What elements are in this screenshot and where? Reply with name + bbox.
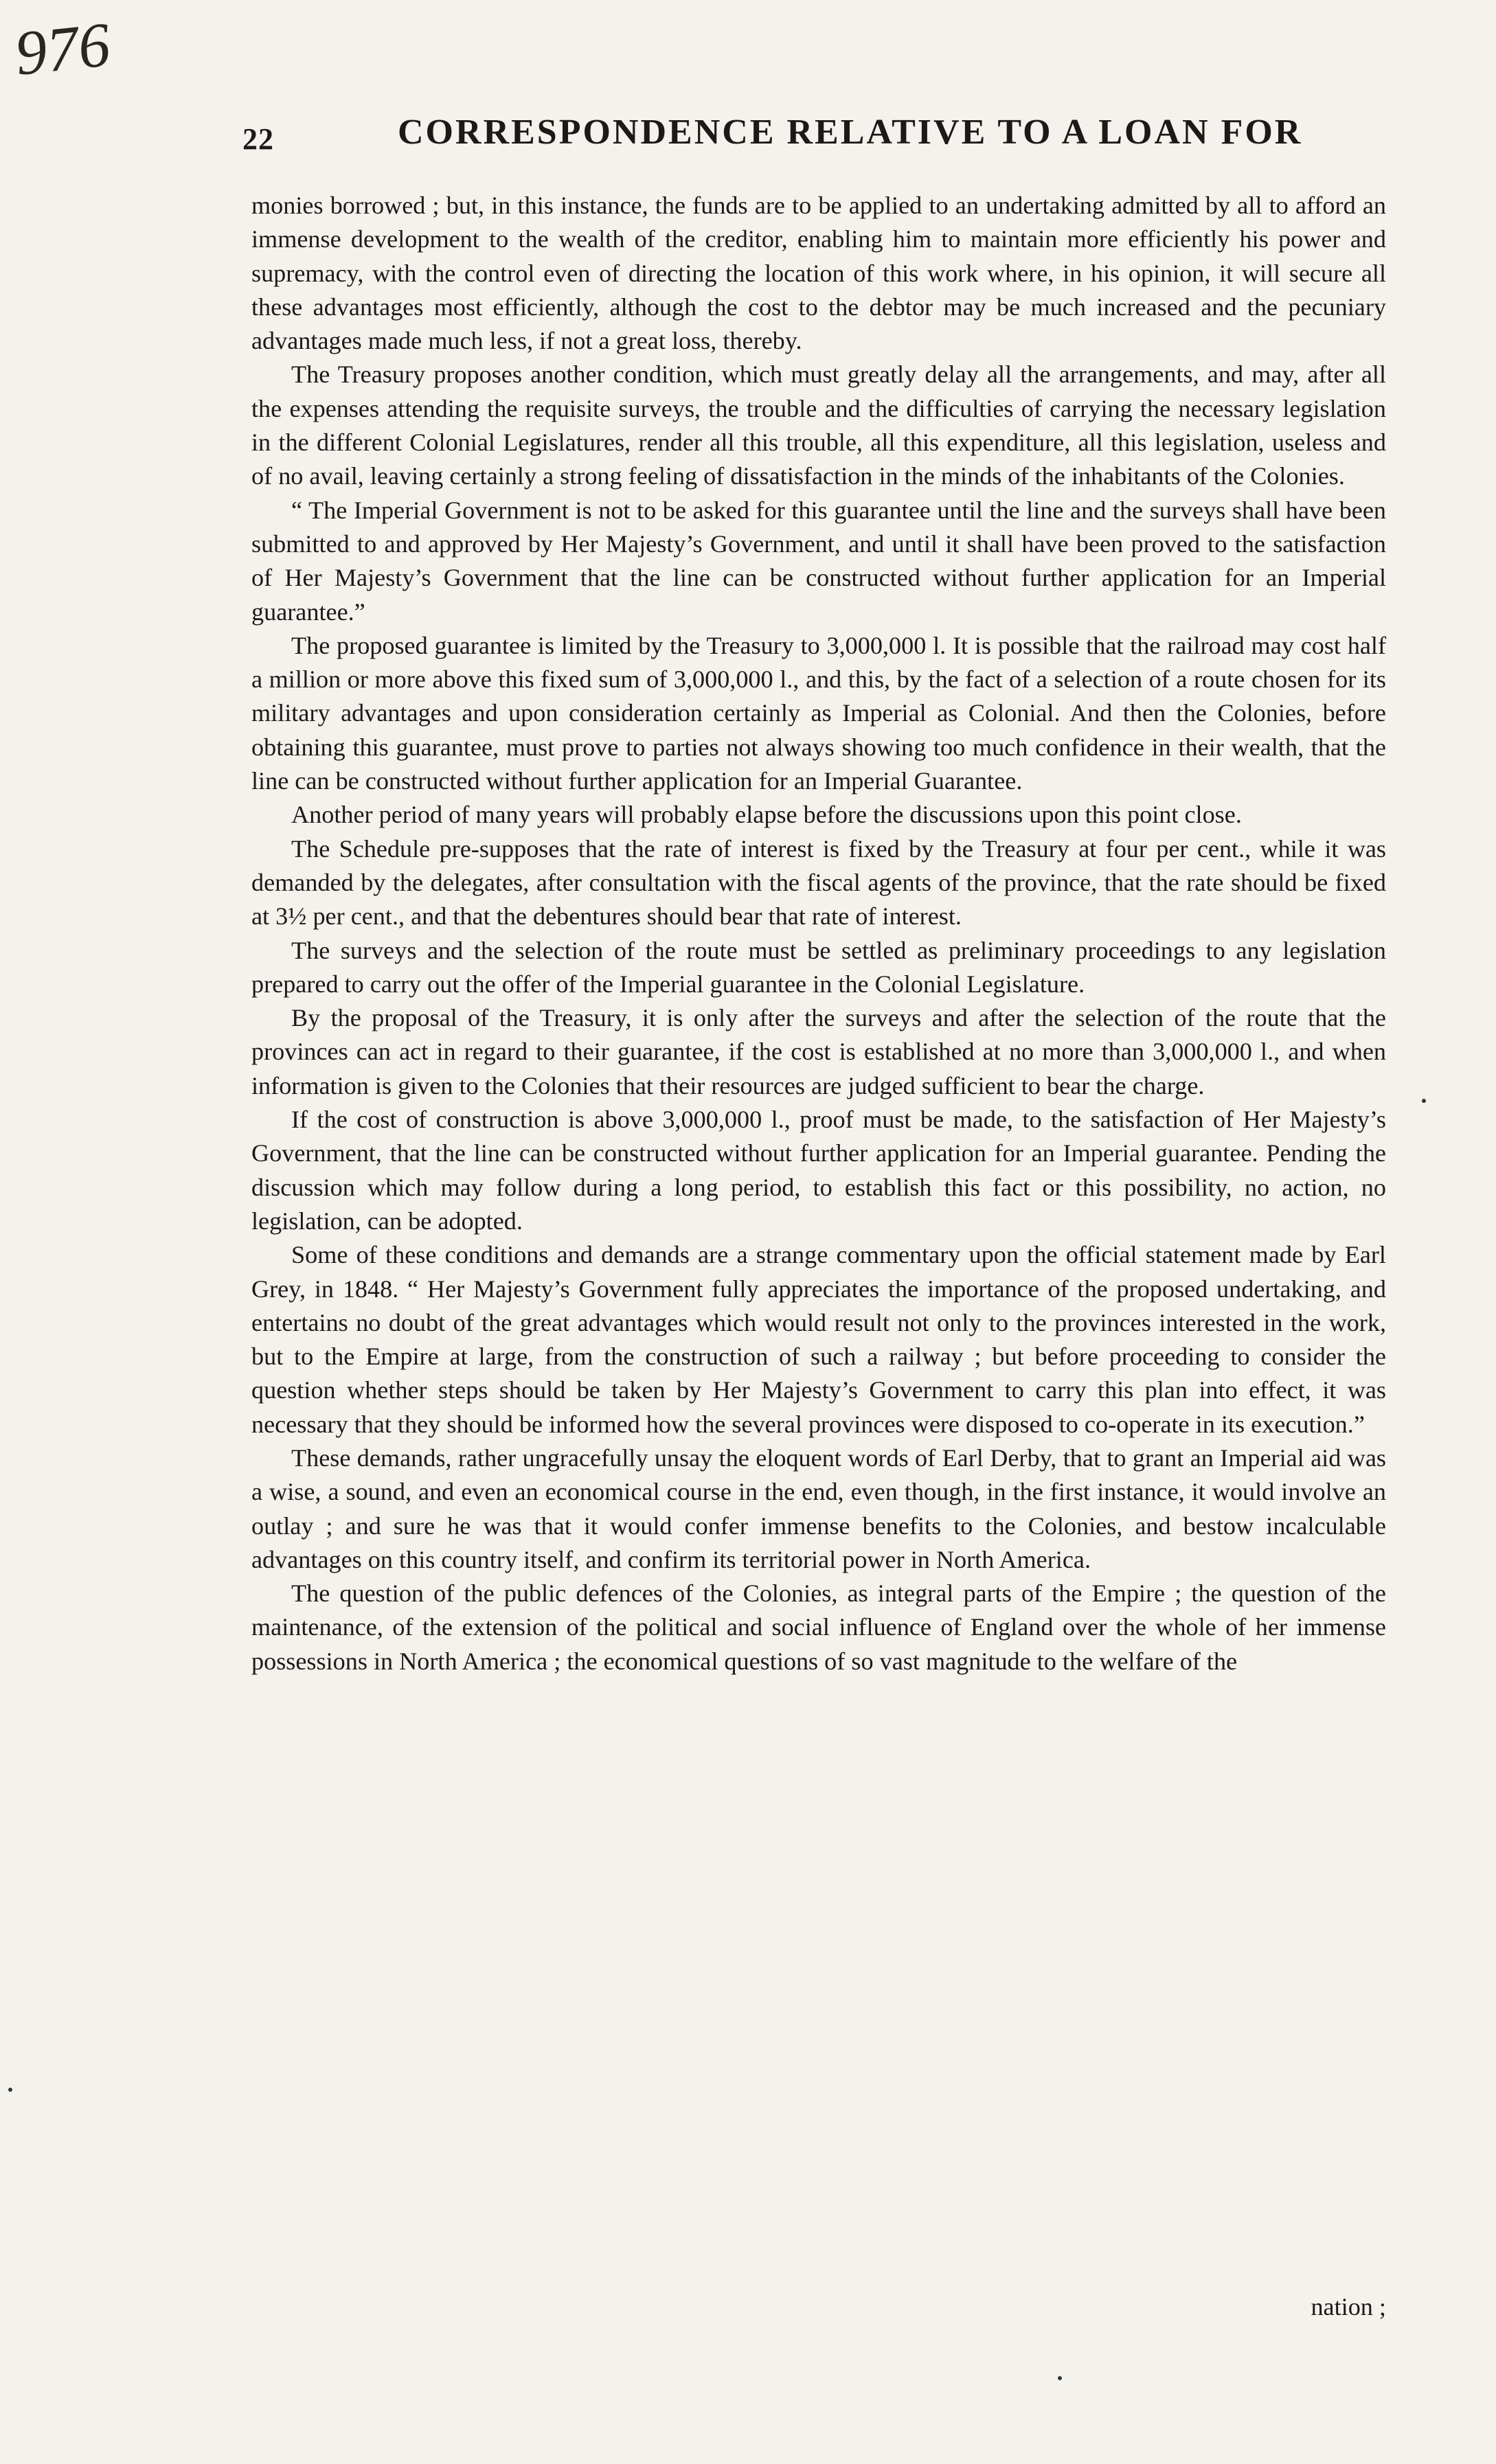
paragraph: monies borrowed ; but, in this instance, the funds are to be applied to an undertaking admitted by all to afford an immense development to the wealth of the creditor, enabling him to maintain more efficiently his power and supremacy, with the control even of directing the location of this work where, in his opinion, it will secure all these advantages most efficiently, although the cost to the debtor may be much increased and the pecuniary advantages made much less, if not a great loss, thereby. (251, 192, 1386, 355)
ink-speck (8, 2088, 12, 2092)
ink-speck (1058, 2376, 1062, 2380)
running-header (242, 112, 1390, 160)
paragraph: The surveys and the selection of the route must be settled as preliminary proceedings to any legislation prepared to carry out the offer of the Imperial guarantee in the Colonial Legislature. (251, 936, 1386, 998)
paragraph: If the cost of construction is above 3,000,000 l., proof must be made, to the satisfaction of Her Majesty’s Government, that the line can be constructed without further application for an Imperial guarantee. Pending the discussion which may follow during a long period, to establish this fact or this possibility, no action, no legislation, can be adopted. (251, 1106, 1386, 1235)
paragraph: Another period of many years will probably elapse before the discussions upon this point close. (291, 801, 1242, 829)
paragraph: By the proposal of the Treasury, it is only after the surveys and after the selection of the route that the provinces can act in regard to their guarantee, if the cost is established at no more than 3,000,000 l., and when information is given to the Colonies that their resources are judged sufficient to bear the charge. (251, 1004, 1386, 1099)
paragraph: The question of the public defences of the Colonies, as integral parts of the Empire ; the question of the maintenance, of the extension of the political and social influence of England over the whole of her immense possessions in North America ; the economical questions of so vast magnitude to the welfare of the (251, 1579, 1386, 1675)
catchword: nation ; (1311, 2293, 1386, 2320)
paragraph: These demands, rather ungracefully unsay the eloquent words of Earl Derby, that to grant an Imperial aid was a wise, a sound, and even an economical course in the end, even though, in the first instance, it would involve an outlay ; and sure he was that it would confer immense benefits to the Colonies, and bestow incalculable advantages on this country itself, and confirm its territorial power in North America. (251, 1444, 1386, 1573)
paragraph: Some of these conditions and demands are a strange commentary upon the official statement made by Earl Grey, in 1848. “ Her Majesty’s Government fully appreciates the importance of the proposed undertaking, and entertains no doubt of the great advantages which would result not only to the provinces interested in the work, but to the Empire at large, from the construction of such a railway ; but before proceeding to consider the question whether steps should be taken by Her Majesty’s Government to carry this plan into effect, it was necessary that they should be informed how the several provinces were disposed to co-operate in its execution.” (251, 1241, 1386, 1438)
body-text (251, 189, 1386, 1678)
page-number: 22 (242, 122, 274, 156)
paragraph: The Schedule pre-supposes that the rate of interest is fixed by the Treasury at four per cent., while it was demanded by the delegates, after consultation with the fiscal agents of the province, that the rate should be fixed at 3½ per cent., and that the debentures should bear that rate of interest. (251, 834, 1386, 931)
paragraph: The proposed guarantee is limited by the Treasury to 3,000,000 l. It is possible that the railroad may cost half a million or more above this fixed sum of 3,000,000 l., and this, by the fact of a selection of a route chosen for its military advantages and upon consideration certainly as Imperial as Colonial. And then the Colonies, before obtaining this guarantee, must prove to parties not always showing too much confidence in their wealth, that the line can be constructed without further application for an Imperial Guarantee. (251, 631, 1386, 795)
paragraph: The Treasury proposes another condition, which must greatly delay all the arrangements, and may, after all the expenses attending the requisite surveys, the trouble and the difficulties of carrying the necessary legislation in the different Colonial Legislatures, render all this trouble, all this expenditure, all this legislation, useless and of no avail, leaving certainly a strong feeling of dissatisfaction in the minds of the inhabitants of the Colonies. (251, 361, 1386, 490)
running-title: CORRESPONDENCE RELATIVE TO A LOAN FOR (398, 113, 1303, 152)
paragraph: “ The Imperial Government is not to be asked for this guarantee until the line and the surveys shall have been submitted to and approved by Her Majesty’s Government, and until it shall have been proved to the satisfaction of Her Majesty’s Government that the line can be constructed without further application for an Imperial guarantee.” (251, 496, 1386, 626)
ink-speck (1422, 1099, 1426, 1103)
handwritten-page-mark: 976 (12, 9, 113, 89)
